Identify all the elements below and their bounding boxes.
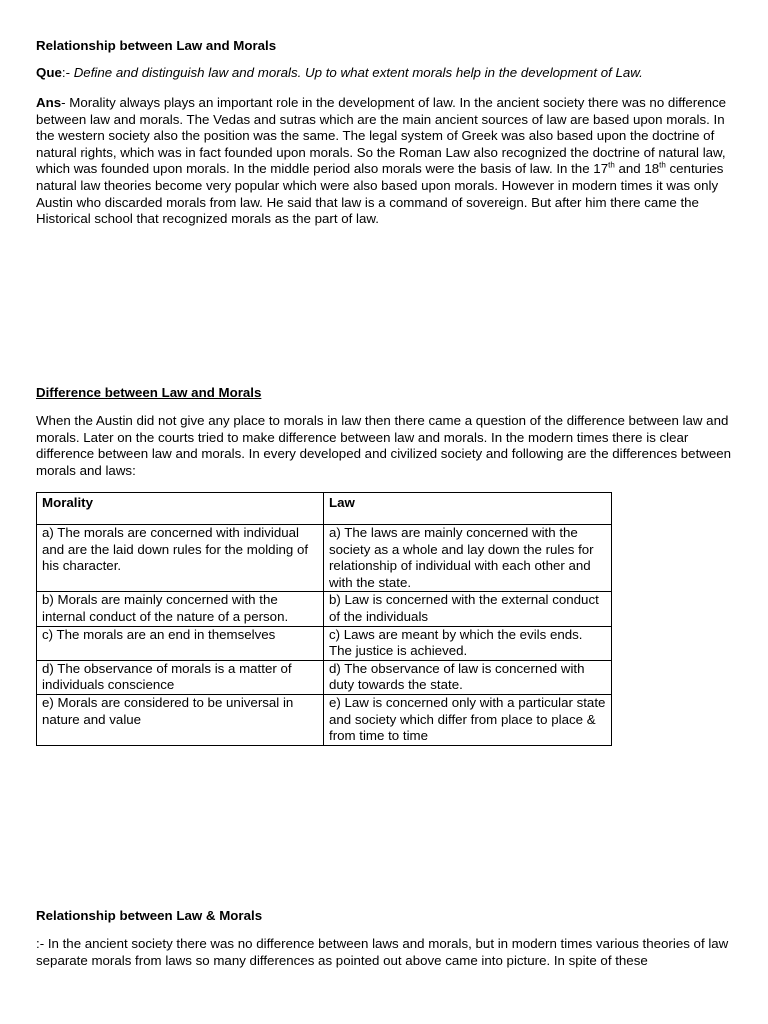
table-cell-morality: c) The morals are an end in themselves (37, 626, 324, 660)
answer-text-part2: and 18 (614, 161, 660, 177)
difference-intro-paragraph: When the Austin did not give any place to morals in law then there came a question of the difference between law and morals. Later on the courts tried to make difference between law and morals. In the modern times there is clear difference between law and morals. In every developed and civilized society and following are the differences between morals and laws: (36, 413, 732, 478)
table-header-morality: Morality (37, 493, 324, 525)
section-heading-relationship: Relationship between Law and Morals (36, 38, 277, 53)
answer-paragraph (36, 95, 736, 228)
table-cell-morality: b) Morals are mainly concerned with the internal conduct of the nature of a person. (37, 592, 324, 626)
table-row (37, 660, 612, 694)
table-cell-law: a) The laws are mainly concerned with the society as a whole and lay down the rules for relationship of individual with each other and with the state. (324, 525, 612, 592)
table-cell-morality: d) The observance of morals is a matter of individuals conscience (37, 660, 324, 694)
answer-label: Ans (36, 95, 62, 110)
table-header-row (37, 493, 612, 525)
question-separator: :- (61, 65, 74, 80)
relationship-paragraph: :- In the ancient society there was no difference between laws and morals, but in modern times various theories of law separate morals from laws so many differences as pointed out above came into picture. In spite of these (36, 936, 729, 968)
table-row (37, 626, 612, 660)
superscript-th-2: th (659, 160, 666, 170)
table-cell-law: e) Law is concerned only with a particular state and society which differ from place to place & from time to time (324, 694, 612, 745)
table-cell-morality: e) Morals are considered to be universal in nature and value (37, 694, 324, 745)
table-row (37, 592, 612, 626)
table-row (37, 525, 612, 592)
table-cell-morality: a) The morals are concerned with individual and are the laid down rules for the molding of his character. (37, 525, 324, 592)
question-paragraph (36, 65, 736, 82)
question-text: Define and distinguish law and morals. Up to what extent morals help in the development of Law. (73, 65, 643, 80)
section-heading-difference: Difference between Law and Morals (36, 385, 262, 400)
section-heading-relationship-2: Relationship between Law & Morals (36, 908, 263, 923)
table-cell-law: c) Laws are meant by which the evils ends. The justice is achieved. (324, 626, 612, 660)
superscript-th-1: th (608, 160, 615, 170)
question-label: Que (36, 65, 62, 80)
table-row (37, 694, 612, 745)
answer-text-part3: centuries natural law theories become very popular which were also based upon morals. However in modern times it was only Austin who discarded morals from law. He said that law is a command of sovereign. But after him there came the Historical school that recognized morals as the part of law. (36, 161, 724, 227)
table-cell-law: d) The observance of law is concerned with duty towards the state. (324, 660, 612, 694)
table-header-law: Law (324, 493, 612, 525)
comparison-table (36, 492, 612, 746)
answer-text-part1: - Morality always plays an important role in the development of law. In the ancient society there was no difference between law and morals. The Vedas and sutras which are the main ancient sources of law are based upon morals. In the western society also the position was the same. The legal system of Greek was also based upon the doctrine of natural rights, which was in fact founded upon morals. So the Roman Law also recognized the doctrine of natural law, which was founded upon morals. In the middle period also morals were the basis of law. In the 17 (36, 95, 727, 177)
table-cell-law: b) Law is concerned with the external conduct of the individuals (324, 592, 612, 626)
